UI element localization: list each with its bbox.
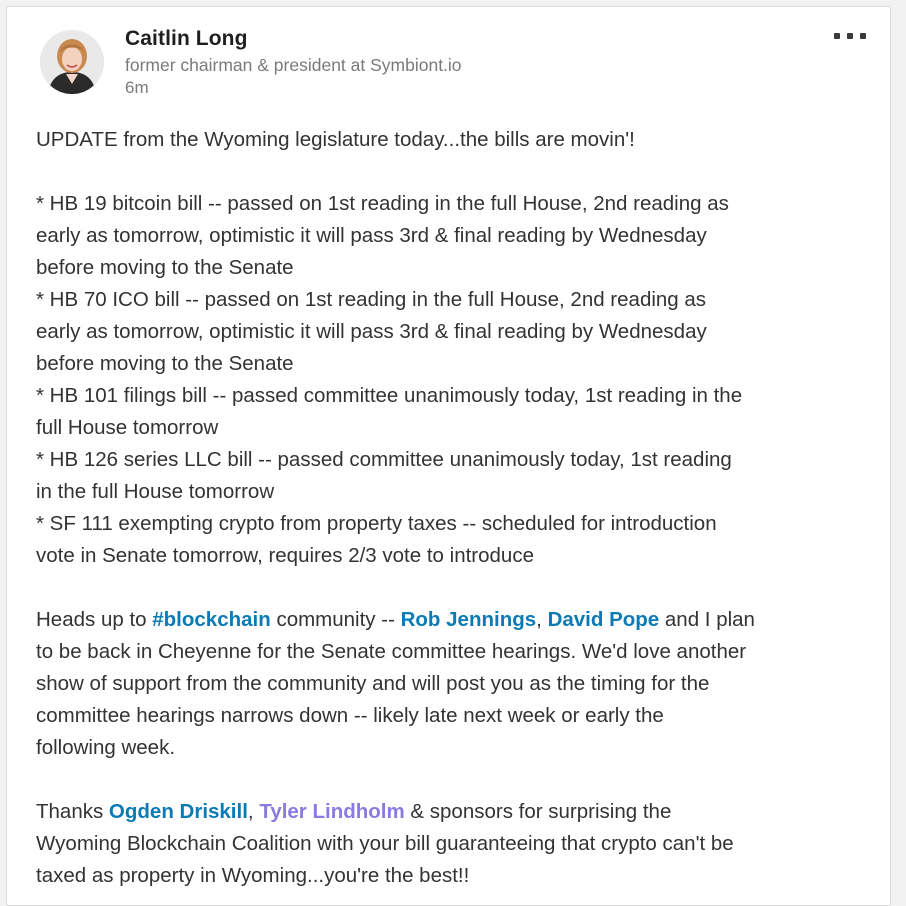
text-run: Thanks	[36, 800, 109, 823]
text-run: ,	[536, 608, 548, 631]
paragraph-line: to be back in Cheyenne for the Senate committee hearings. We'd love another	[36, 640, 747, 663]
author-meta	[125, 25, 462, 99]
bullet-line: vote in Senate tomorrow, requires 2/3 vote to introduce	[36, 544, 534, 567]
post-header	[37, 25, 867, 105]
post-timestamp: 6m	[125, 78, 149, 97]
paragraph-line: committee hearings narrows down -- likely late next week or early the	[36, 704, 664, 727]
bullet-line: before moving to the Senate	[36, 256, 294, 279]
avatar-image	[40, 30, 104, 94]
text-run: ,	[247, 800, 260, 823]
bullet-line: * HB 70 ICO bill -- passed on 1st reading in the full House, 2nd reading as	[36, 288, 707, 311]
paragraph-line: taxed as property in Wyoming...you're the best!!	[36, 864, 470, 887]
paragraph-gap	[36, 156, 876, 188]
text-run: Heads up to	[36, 608, 153, 631]
hashtag-blockchain[interactable]: #blockchain	[152, 608, 271, 631]
text-run: and I plan	[659, 608, 755, 631]
author-name[interactable]: Caitlin Long	[125, 27, 248, 50]
paragraph-line: show of support from the community and will post you as the timing for the	[36, 672, 710, 695]
bullet-line: early as tomorrow, optimistic it will pass 3rd & final reading by Wednesday	[36, 320, 707, 343]
paragraph-gap	[36, 764, 876, 796]
avatar[interactable]	[40, 30, 104, 94]
bullet-line: full House tomorrow	[36, 416, 219, 439]
paragraph-line	[36, 604, 876, 636]
bullet-line: * HB 126 series LLC bill -- passed committee unanimously today, 1st reading	[36, 448, 732, 471]
text-run: community --	[270, 608, 401, 631]
bullet-line: before moving to the Senate	[36, 352, 294, 375]
paragraph-line	[36, 796, 876, 828]
paragraph-line: Wyoming Blockchain Coalition with your bill guaranteeing that crypto can't be	[36, 832, 734, 855]
mention-david-pope[interactable]: David Pope	[547, 608, 660, 631]
bullet-line: * SF 111 exempting crypto from property taxes -- scheduled for introduction	[36, 512, 717, 535]
post-card	[6, 6, 891, 906]
bullet-line: * HB 101 filings bill -- passed committee unanimously today, 1st reading in the	[36, 384, 743, 407]
mention-tyler-lindholm[interactable]: Tyler Lindholm	[259, 800, 405, 823]
more-horizontal-icon[interactable]	[832, 29, 868, 43]
post-body	[36, 124, 876, 892]
author-headline: former chairman & president at Symbiont.io	[125, 55, 462, 75]
bullet-line: * HB 19 bitcoin bill -- passed on 1st reading in the full House, 2nd reading as	[36, 192, 729, 215]
paragraph-line: following week.	[36, 736, 176, 759]
paragraph-gap	[36, 572, 876, 604]
post-intro: UPDATE from the Wyoming legislature today...the bills are movin'!	[36, 128, 635, 151]
mention-rob-jennings[interactable]: Rob Jennings	[400, 608, 537, 631]
text-run: & sponsors for surprising the	[404, 800, 672, 823]
bullet-line: in the full House tomorrow	[36, 480, 275, 503]
mention-ogden-driskill[interactable]: Ogden Driskill	[108, 800, 248, 823]
bullet-line: early as tomorrow, optimistic it will pass 3rd & final reading by Wednesday	[36, 224, 707, 247]
